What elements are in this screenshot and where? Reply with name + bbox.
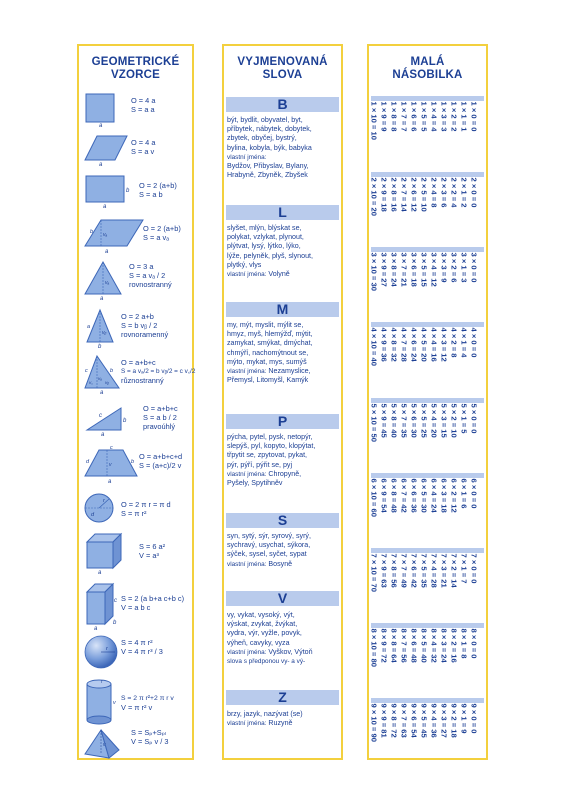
trapezoid-label-b: b	[131, 459, 135, 465]
table-entry: 8 × 8 = 64	[389, 628, 399, 663]
pyramid-volume: V = Sₚ v / 3	[131, 737, 169, 746]
table-entry: 2 × 1 = 2	[459, 177, 469, 208]
table-entry: 4 × 3 = 12	[439, 327, 449, 362]
letter-l-header: L	[226, 205, 339, 220]
table-entry: 1 × 10 = 10	[369, 101, 379, 140]
trapezoid-perimeter: O = a+b+c+d	[139, 452, 183, 461]
cube-surface: S = 6 a²	[139, 542, 166, 551]
table-entry: 2 × 8 = 16	[389, 177, 399, 212]
table-entry: 5 × 6 = 30	[409, 403, 419, 438]
letter-z-header: Z	[226, 690, 339, 705]
words-card	[222, 44, 343, 760]
table-entry: 4 × 1 = 4	[459, 327, 469, 358]
table-band	[371, 96, 484, 101]
table-entry: 7 × 6 = 42	[409, 553, 419, 588]
table-entry: 9 × 2 = 18	[449, 703, 459, 738]
right-triangle-label-a: a	[101, 432, 105, 436]
table-entry: 9 × 1 = 9	[459, 703, 469, 734]
table-entry: 2 × 10 = 20	[369, 177, 379, 216]
table-entry: 2 × 7 = 14	[399, 177, 409, 212]
cuboid-label-b: b	[113, 620, 117, 626]
scalene-perimeter: O = a+b+c	[121, 358, 156, 367]
table-entry: 9 × 3 = 27	[439, 703, 449, 738]
proper-names-label: vlastní jména:	[227, 271, 267, 279]
table-entry: 1 × 9 = 9	[379, 101, 389, 132]
table-entry: 7 × 7 = 49	[399, 553, 409, 588]
table-entry: 6 × 6 = 36	[409, 478, 419, 513]
table-entry: 9 × 7 = 63	[399, 703, 409, 738]
table-entry: 6 × 8 = 48	[389, 478, 399, 513]
rectangle-label-a: a	[103, 204, 107, 209]
table-band	[371, 698, 484, 703]
scalene-triangle-figure	[83, 354, 123, 394]
table-entry: 4 × 0 = 0	[469, 327, 479, 358]
table-band	[371, 247, 484, 252]
table-entry: 1 × 8 = 8	[389, 101, 399, 132]
table-band	[371, 322, 484, 327]
cylinder-volume: V = π r² v	[121, 703, 153, 712]
table-entry: 9 × 0 = 0	[469, 703, 479, 734]
table-entry: 2 × 4 = 8	[429, 177, 439, 208]
parallelogram-figure	[83, 216, 145, 254]
cuboid-figure	[83, 580, 119, 630]
equilateral-area: S = a vₐ / 2	[129, 271, 166, 280]
right-triangle-area: S = a b / 2	[143, 413, 177, 422]
right-triangle-caption: pravoúhlý	[143, 422, 176, 431]
table-band	[371, 548, 484, 553]
geometry-title: GEOMETRICKÉ VZORCE	[91, 56, 180, 81]
table-entry: 8 × 3 = 24	[439, 628, 449, 663]
isosceles-label-a: a	[87, 324, 91, 330]
letter-m-header: M	[226, 302, 339, 317]
table-entry: 7 × 2 = 14	[449, 553, 459, 588]
geometry-card	[77, 44, 194, 760]
cuboid-label-a: a	[94, 626, 98, 630]
words-z: brzy, jazyk, nazývat (se) vlastní jména: Ruzyně	[227, 710, 303, 728]
proper-names-label: vlastní jména:	[227, 153, 267, 161]
isosceles-triangle-figure	[83, 308, 123, 348]
multiplication-table-8	[371, 623, 484, 683]
cube-figure	[83, 530, 125, 574]
table-entry: 3 × 1 = 3	[459, 252, 469, 283]
rhombus-figure	[83, 132, 129, 166]
table-entry: 6 × 0 = 0	[469, 478, 479, 509]
table-entry: 5 × 9 = 45	[379, 403, 389, 438]
letter-s-header: S	[226, 513, 339, 528]
multiplication-table-7	[371, 548, 484, 608]
table-entry: 4 × 5 = 20	[419, 327, 429, 362]
table-entry: 2 × 3 = 6	[439, 177, 449, 208]
letter-p-header: P	[226, 414, 339, 429]
cuboid-volume: V = a b c	[121, 603, 151, 612]
table-entry: 3 × 10 = 30	[369, 252, 379, 291]
table-entry: 5 × 5 = 25	[419, 403, 429, 438]
proper-names-label: vlastní jména:	[227, 470, 267, 478]
words-l: slyšet, mlýn, blýskat se, polykat, vzlykat, plynout, plýtvat, lysý, lýtko, lýko, lýže, pelyněk, plyš, slynout, plytký, vlys vlastní jména: Volyně	[227, 224, 313, 279]
table-band	[371, 398, 484, 403]
sphere-volume: V = 4 π r³ / 3	[121, 647, 163, 656]
table-entry: 4 × 6 = 24	[409, 327, 419, 362]
words-title: VYJMENOVANÁ SLOVA	[237, 56, 328, 81]
table-entry: 6 × 4 = 24	[429, 478, 439, 513]
circle-label-d: d	[91, 512, 95, 518]
multiplication-card	[367, 44, 488, 760]
proper-names-label: vlastní jména:	[227, 648, 267, 656]
table-entry: 2 × 6 = 12	[409, 177, 419, 212]
rhombus-label-a: a	[99, 162, 103, 166]
circle-label-r: r	[103, 498, 105, 504]
square-perimeter: O = 4 a	[131, 96, 156, 105]
table-entry: 1 × 1 = 1	[459, 101, 469, 132]
isosceles-area: S = b vᵦ / 2	[121, 321, 158, 330]
circle-perimeter: O = 2 π r = π d	[121, 500, 171, 509]
multiplication-table-5	[371, 398, 484, 458]
cuboid-surface: S = 2 (a b+a c+b c)	[121, 594, 185, 603]
table-entry: 1 × 6 = 6	[409, 101, 419, 132]
isosceles-perimeter: O = 2 a+b	[121, 312, 154, 321]
rhombus-area: S = a v	[131, 147, 155, 156]
multiplication-table-6	[371, 473, 484, 533]
table-entry: 9 × 4 = 36	[429, 703, 439, 738]
table-entry: 7 × 0 = 0	[469, 553, 479, 584]
table-entry: 5 × 3 = 15	[439, 403, 449, 438]
isosceles-label-vb: vᵦ	[102, 330, 107, 336]
cylinder-label-r: r	[101, 679, 103, 685]
isosceles-caption: rovnoramenný	[121, 330, 169, 339]
table-entry: 1 × 5 = 5	[419, 101, 429, 132]
scalene-label-va: vₐ	[98, 376, 102, 381]
table-entry: 8 × 7 = 56	[399, 628, 409, 663]
table-entry: 1 × 3 = 3	[439, 101, 449, 132]
table-entry: 8 × 6 = 48	[409, 628, 419, 663]
table-entry: 4 × 9 = 36	[379, 327, 389, 362]
table-entry: 5 × 7 = 35	[399, 403, 409, 438]
table-entry: 8 × 9 = 72	[379, 628, 389, 663]
prefix-note: slova s předponou vy- a vý-	[227, 658, 306, 666]
table-entry: 4 × 10 = 40	[369, 327, 379, 366]
table-entry: 2 × 0 = 0	[469, 177, 479, 208]
sphere-figure	[83, 634, 123, 674]
words-v: vy, vykat, vysoký, výt, výskat, zvykat, žvýkat, vydra, výr, vyžle, povyk, výheň, cavyky, vyza vlastní jména: Vyškov, Výtoň slova s předponou vy- a vý-	[227, 611, 340, 666]
parallelogram-area: S = a vₐ	[143, 233, 169, 242]
scalene-label-vc: v꜀	[89, 380, 93, 385]
table-entry: 5 × 8 = 40	[389, 403, 399, 438]
table-entry: 7 × 8 = 56	[389, 553, 399, 588]
table-entry: 5 × 2 = 10	[449, 403, 459, 438]
multiplication-table-4	[371, 322, 484, 382]
multiplication-table-2	[371, 172, 484, 232]
table-band	[371, 172, 484, 177]
table-entry: 3 × 4 = 12	[429, 252, 439, 287]
table-entry: 9 × 8 = 72	[389, 703, 399, 738]
right-triangle-label-b: b	[123, 418, 127, 424]
sphere-surface: S = 4 π r²	[121, 638, 153, 647]
rectangle-area: S = a b	[139, 190, 163, 199]
table-band	[371, 623, 484, 628]
trapezoid-figure	[83, 446, 141, 484]
table-band	[371, 473, 484, 478]
table-entry: 1 × 4 = 4	[429, 101, 439, 132]
scalene-label-c: c	[85, 368, 88, 374]
equilateral-label-va: vₐ	[105, 280, 110, 286]
table-entry: 6 × 5 = 30	[419, 478, 429, 513]
table-entry: 4 × 7 = 28	[399, 327, 409, 362]
scalene-label-vb: vᵦ	[105, 380, 110, 385]
table-entry: 1 × 0 = 0	[469, 101, 479, 132]
table-entry: 4 × 8 = 32	[389, 327, 399, 362]
proper-names-label: vlastní jména:	[227, 720, 267, 728]
table-entry: 7 × 10 = 70	[369, 553, 379, 592]
table-entry: 8 × 10 = 80	[369, 628, 379, 667]
trapezoid-label-c: c	[110, 446, 113, 451]
table-entry: 6 × 2 = 12	[449, 478, 459, 513]
pyramid-label-v: v	[103, 742, 106, 748]
table-entry: 7 × 1 = 7	[459, 553, 469, 584]
rectangle-label-b: b	[126, 188, 130, 194]
table-entry: 3 × 6 = 18	[409, 252, 419, 287]
multiplication-title: MALÁ NÁSOBILKA	[392, 56, 463, 81]
words-s: syn, sytý, sýr, syrový, syrý, sychravý, usychat, sýkora, sýček, sysel, syčet, sypat vlastní jména: Bosyně	[227, 532, 311, 568]
right-triangle-label-c: c	[99, 413, 102, 419]
parallelogram-label-b: b	[90, 229, 94, 235]
proper-names-label: vlastní jména:	[227, 560, 267, 568]
table-entry: 4 × 2 = 8	[449, 327, 459, 358]
table-entry: 6 × 1 = 6	[459, 478, 469, 509]
table-entry: 5 × 4 = 20	[429, 403, 439, 438]
words-b: být, bydlit, obyvatel, byt, příbytek, nábytek, dobytek, zbytek, obyčej, bystrý, bylina, kobyla, býk, babyka vlastní jména: Bydžov, Přibyslav, Bylany, Hrabyně, Zbyněk, Zbyšek	[227, 116, 340, 180]
circle-area: S = π r²	[121, 509, 147, 518]
table-entry: 7 × 5 = 35	[419, 553, 429, 588]
isosceles-label-b: b	[98, 344, 102, 348]
equilateral-perimeter: O = 3 a	[129, 262, 154, 271]
table-entry: 5 × 10 = 50	[369, 403, 379, 442]
table-entry: 7 × 9 = 63	[379, 553, 389, 588]
table-entry: 7 × 3 = 21	[439, 553, 449, 588]
table-entry: 3 × 9 = 27	[379, 252, 389, 287]
table-entry: 5 × 0 = 0	[469, 403, 479, 434]
multiplication-table-3	[371, 247, 484, 307]
table-entry: 6 × 3 = 18	[439, 478, 449, 513]
equilateral-triangle-figure	[83, 260, 127, 300]
cube-label-a: a	[98, 570, 102, 574]
cylinder-label-v: v	[113, 700, 116, 706]
parallelogram-perimeter: O = 2 (a+b)	[143, 224, 181, 233]
letter-b-header: B	[226, 97, 339, 112]
words-m: my, mýt, myslit, mýlit se, hmyz, myš, hlemýžď, mýtit, zamykat, smýkat, dmýchat, chmýří, nachomýtnout se, mýto, mykat, mys, sumýš vlastní jména: Nezamyslice, Přemysl, Litomyšl, Kamýk	[227, 321, 313, 385]
letter-v-header: V	[226, 591, 339, 606]
table-entry: 9 × 9 = 81	[379, 703, 389, 738]
table-entry: 1 × 7 = 7	[399, 101, 409, 132]
square-figure	[83, 92, 123, 128]
cylinder-figure	[83, 678, 121, 728]
table-entry: 8 × 2 = 16	[449, 628, 459, 663]
square-area: S = a a	[131, 105, 155, 114]
parallelogram-label-va: vₐ	[103, 232, 108, 238]
multiplication-table-1	[371, 96, 484, 156]
multiplication-table-9	[371, 698, 484, 758]
table-entry: 3 × 8 = 24	[389, 252, 399, 287]
scalene-caption: různostranný	[121, 376, 164, 385]
proper-names-label: vlastní jména:	[227, 368, 267, 376]
table-entry: 3 × 5 = 15	[419, 252, 429, 287]
rectangle-figure	[83, 173, 131, 209]
table-entry: 6 × 10 = 60	[369, 478, 379, 517]
trapezoid-label-v: v	[109, 462, 112, 468]
equilateral-caption: rovnostranný	[129, 280, 172, 289]
equilateral-label-a: a	[100, 296, 104, 300]
square-label-a: a	[99, 123, 103, 128]
scalene-label-b: b	[110, 368, 114, 374]
table-entry: 9 × 6 = 54	[409, 703, 419, 738]
table-entry: 3 × 3 = 9	[439, 252, 449, 283]
cylinder-surface: S = 2 π r²+2 π r v	[121, 695, 174, 702]
table-entry: 2 × 2 = 4	[449, 177, 459, 208]
cuboid-label-c: c	[114, 598, 117, 604]
table-entry: 2 × 5 = 10	[419, 177, 429, 212]
trapezoid-label-a: a	[108, 479, 112, 484]
scalene-area: S = a vₐ/2 = b vᵦ/2 = c v꜀/2	[121, 368, 196, 375]
right-triangle-figure	[83, 402, 127, 436]
cube-volume: V = a³	[139, 551, 159, 560]
rhombus-perimeter: O = 4 a	[131, 138, 156, 147]
pyramid-figure	[83, 728, 123, 760]
table-entry: 3 × 0 = 0	[469, 252, 479, 283]
circle-figure	[83, 492, 119, 528]
table-entry: 2 × 9 = 18	[379, 177, 389, 212]
table-entry: 8 × 5 = 40	[419, 628, 429, 663]
table-entry: 7 × 4 = 28	[429, 553, 439, 588]
rectangle-perimeter: O = 2 (a+b)	[139, 181, 177, 190]
table-entry: 9 × 10 = 90	[369, 703, 379, 742]
trapezoid-label-d: d	[86, 459, 90, 465]
table-entry: 8 × 0 = 0	[469, 628, 479, 659]
pyramid-surface: S = Sₚ+Sₚₗ	[131, 728, 167, 737]
words-p: pýcha, pytel, pysk, netopýr, slepýš, pyl, kopyto, klopýtat, třpytit se, zpytovat, pykat, pýr, pýří, pýřit se, pyj vlastní jména: Chropyně, Pyšely, Spytihněv	[227, 433, 316, 488]
right-triangle-perimeter: O = a+b+c	[143, 404, 178, 413]
table-entry: 9 × 5 = 45	[419, 703, 429, 738]
parallelogram-label-a: a	[105, 249, 109, 254]
trapezoid-area: S = (a+c)/2 v	[139, 461, 182, 470]
table-entry: 4 × 4 = 16	[429, 327, 439, 362]
table-entry: 8 × 4 = 32	[429, 628, 439, 663]
table-entry: 8 × 1 = 8	[459, 628, 469, 659]
table-entry: 3 × 7 = 21	[399, 252, 409, 287]
table-entry: 5 × 1 = 5	[459, 403, 469, 434]
table-entry: 1 × 2 = 2	[449, 101, 459, 132]
table-entry: 6 × 7 = 42	[399, 478, 409, 513]
sphere-label-r: r	[106, 646, 108, 652]
table-entry: 6 × 9 = 54	[379, 478, 389, 513]
table-entry: 3 × 2 = 6	[449, 252, 459, 283]
scalene-label-a: a	[100, 390, 104, 394]
